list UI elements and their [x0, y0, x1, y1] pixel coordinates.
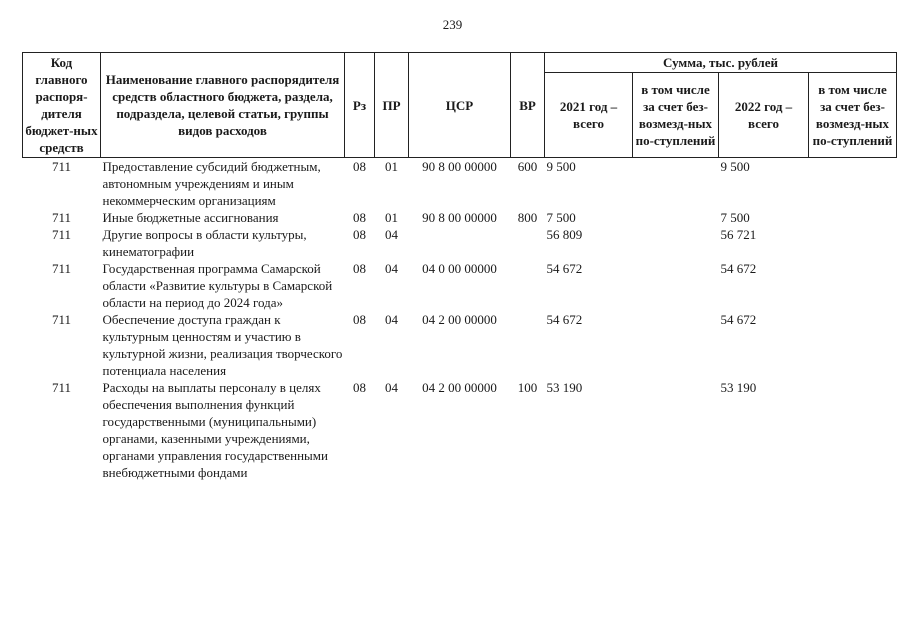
table-body — [23, 158, 897, 482]
cell-rz: 08 — [353, 227, 366, 242]
cell-name: Государственная программа Самарской области «Развитие культуры в Самарской области на период до 2024 года» — [102, 261, 333, 310]
cell-sum-2022-free — [809, 226, 897, 260]
header-pr: ПР — [375, 53, 409, 158]
cell-csr: 90 8 00 00000 — [422, 210, 497, 225]
cell-sum-2022: 7 500 — [720, 210, 750, 225]
cell-pr: 01 — [385, 159, 398, 174]
table-row — [23, 379, 897, 481]
budget-table — [22, 52, 897, 481]
header-csr: ЦСР — [409, 53, 511, 158]
header-sum-2022-free: в том числе за счет без-возмезд-ных по-ступлений — [809, 73, 897, 158]
header-sum-2021-total: 2021 год – всего — [545, 73, 633, 158]
cell-sum-2021: 9 500 — [546, 159, 576, 174]
header-name: Наименование главного распорядителя средств областного бюджета, раздела, подраздела, целевой статьи, группы видов расходов — [101, 53, 345, 158]
cell-csr: 90 8 00 00000 — [422, 159, 497, 174]
cell-name: Предоставление субсидий бюджетным, автономным учреждениям и иным некоммерческим организациям — [102, 159, 321, 208]
table-row — [23, 226, 897, 260]
cell-sum-2021-free — [633, 311, 719, 379]
cell-csr: 04 2 00 00000 — [422, 312, 497, 327]
cell-rz: 08 — [353, 380, 366, 395]
cell-csr — [409, 226, 511, 260]
cell-sum-2022-free — [809, 379, 897, 481]
cell-sum-2021: 54 672 — [546, 312, 583, 327]
cell-sum-2022-free — [809, 260, 897, 311]
header-sum-2021-free: в том числе за счет без-возмезд-ных по-ступлений — [633, 73, 719, 158]
cell-sum-2021-free — [633, 158, 719, 210]
header-code: Код главного распоря-дителя бюджет-ных средств — [23, 53, 101, 158]
cell-name: Иные бюджетные ассигнования — [102, 210, 279, 225]
cell-csr: 04 0 00 00000 — [422, 261, 497, 276]
cell-sum-2021-free — [633, 260, 719, 311]
cell-pr: 04 — [385, 380, 398, 395]
cell-sum-2022-free — [809, 158, 897, 210]
cell-vr — [511, 226, 545, 260]
cell-code: 711 — [51, 261, 72, 276]
cell-name: Расходы на выплаты персоналу в целях обеспечения выполнения функций государственными (муниципальными) органами, казенными учреждениями, органами управления государственными внебюджетными фондами — [102, 380, 328, 480]
cell-sum-2021: 56 809 — [546, 227, 583, 242]
cell-sum-2022: 54 672 — [720, 261, 757, 276]
cell-name: Обеспечение доступа граждан к культурным ценностям и участию в культурной жизни, реализация творческого потенциала населения — [102, 312, 343, 378]
cell-csr: 04 2 00 00000 — [422, 380, 497, 395]
cell-pr: 04 — [385, 312, 398, 327]
table-row — [23, 311, 897, 379]
cell-sum-2021-free — [633, 226, 719, 260]
cell-code: 711 — [51, 227, 72, 242]
cell-sum-2021-free — [633, 209, 719, 226]
header-rz: Рз — [345, 53, 375, 158]
cell-vr: 600 — [517, 159, 538, 174]
table-header — [23, 53, 897, 158]
cell-code: 711 — [51, 159, 72, 174]
cell-pr: 01 — [385, 210, 398, 225]
cell-code: 711 — [51, 380, 72, 395]
cell-vr: 100 — [517, 380, 538, 395]
cell-vr: 800 — [517, 210, 538, 225]
cell-sum-2022-free — [809, 209, 897, 226]
table-row — [23, 158, 897, 210]
cell-pr: 04 — [385, 227, 398, 242]
header-sum-2022-total: 2022 год – всего — [719, 73, 809, 158]
cell-sum-2022: 56 721 — [720, 227, 757, 242]
header-sum-group: Сумма, тыс. рублей — [545, 53, 897, 73]
cell-sum-2021-free — [633, 379, 719, 481]
cell-sum-2022: 54 672 — [720, 312, 757, 327]
cell-pr: 04 — [385, 261, 398, 276]
cell-sum-2021: 53 190 — [546, 380, 583, 395]
cell-rz: 08 — [353, 210, 366, 225]
cell-vr — [511, 260, 545, 311]
cell-rz: 08 — [353, 261, 366, 276]
cell-sum-2022: 53 190 — [720, 380, 757, 395]
table-row — [23, 260, 897, 311]
header-vr: ВР — [511, 53, 545, 158]
cell-rz: 08 — [353, 159, 366, 174]
cell-rz: 08 — [353, 312, 366, 327]
cell-sum-2022-free — [809, 311, 897, 379]
cell-vr — [511, 311, 545, 379]
cell-sum-2022: 9 500 — [720, 159, 750, 174]
cell-sum-2021: 54 672 — [546, 261, 583, 276]
cell-sum-2021: 7 500 — [546, 210, 576, 225]
cell-code: 711 — [51, 312, 72, 327]
cell-name: Другие вопросы в области культуры, кинематографии — [102, 227, 307, 259]
page-number: 239 — [442, 17, 463, 32]
table-row — [23, 209, 897, 226]
cell-code: 711 — [51, 210, 72, 225]
